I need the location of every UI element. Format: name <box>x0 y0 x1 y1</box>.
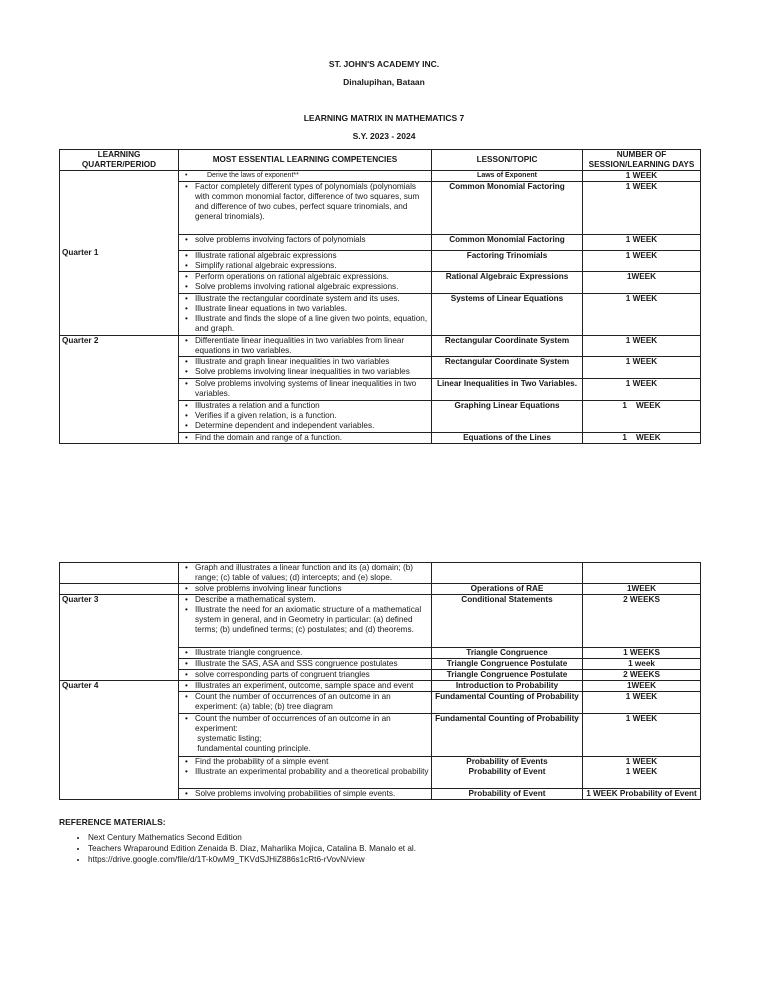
lesson-cell <box>432 563 583 584</box>
competency-item: • Graph and illustrates a linear function and its (a) domain; (b) range; (c) table of values; (d) intercepts; and (e) slope. <box>181 563 429 583</box>
competency-item: • solve problems involving factors of polynomials <box>181 235 429 245</box>
lesson-cell: Triangle Congruence Postulate <box>432 659 583 670</box>
column-header-days: NUMBER OF SESSION/LEARNING DAYS <box>583 150 701 171</box>
competency-item: • Illustrate and graph linear inequalities in two variables <box>181 357 429 367</box>
quarter-label: Quarter 1 <box>60 171 179 336</box>
competency-item: • Illustrates an experiment, outcome, sample space and event <box>181 681 429 691</box>
table-row <box>60 584 701 595</box>
learning-matrix-table-1 <box>59 149 701 444</box>
quarter-label: Quarter 2 <box>60 336 179 444</box>
days-cell: 1 week <box>583 659 701 670</box>
school-name: ST. JOHN'S ACADEMY INC. <box>328 59 440 69</box>
column-header-lesson: LESSON/TOPIC <box>432 150 583 171</box>
lesson-cell: Operations of RAE <box>432 584 583 595</box>
lesson-cell: Common Monomial Factoring <box>432 182 583 235</box>
days-cell: 1WEEK <box>583 681 701 692</box>
days-cell: 2 WEEKS <box>583 595 701 648</box>
lesson-cell: Rational Algebraic Expressions <box>432 272 583 294</box>
quarter-label: Quarter 3 <box>60 595 179 681</box>
lesson-cell: Probability of Event <box>432 789 583 800</box>
days-cell: 1 WEEK <box>583 433 701 444</box>
days-cell: 1 WEEK <box>583 251 701 272</box>
table-row <box>60 171 701 182</box>
competency-item: • Solve problems involving systems of linear inequalities in two variables. <box>181 379 429 399</box>
competency-item: • Determine dependent and independent variables. <box>181 421 429 431</box>
days-cell: 1 WEEK <box>583 357 701 379</box>
competency-item: • Illustrate the rectangular coordinate system and its uses. <box>181 294 429 304</box>
days-cell: 1WEEK <box>583 272 701 294</box>
lesson-cell: Introduction to Probability <box>432 681 583 692</box>
competency-item: • Verifies if a given relation, is a function. <box>181 411 429 421</box>
competency-item: • Illustrate and finds the slope of a line given two points, equation, and graph. <box>181 314 429 334</box>
lesson-cell: Rectangular Coordinate System <box>432 336 583 357</box>
competency-item: • Derive the laws of exponent** <box>181 171 429 181</box>
days-cell: 1 WEEK <box>583 336 701 357</box>
competency-item: • solve corresponding parts of congruent triangles <box>181 670 429 680</box>
reference-link[interactable]: • https://drive.google.com/file/d/1T-k0wM9_TKVdSJHiZ886s1cRt6-rVovN/view <box>88 854 416 865</box>
days-cell: 1 WEEK <box>583 379 701 401</box>
references-heading: REFERENCE MATERIALS: <box>59 817 166 827</box>
lesson-cell: Probability of Event <box>468 767 546 776</box>
competency-item: • Solve problems involving probabilities of simple events. <box>181 789 429 799</box>
lesson-cell: Graphing Linear Equations <box>432 401 583 433</box>
competency-item: • Illustrate the SAS, ASA and SSS congruence postulates <box>181 659 429 669</box>
lesson-cell: Fundamental Counting of Probability <box>432 714 583 757</box>
reference-item: • Next Century Mathematics Second Edition <box>88 832 416 843</box>
lesson-cell: Linear Inequalities in Two Variables. <box>432 379 583 401</box>
competency-item: • Differentiate linear inequalities in two variables from linear equations in two variables. <box>181 336 429 356</box>
competency-item: • Illustrate triangle congruence. <box>181 648 429 658</box>
school-location: Dinalupihan, Bataan <box>343 77 425 87</box>
days-cell: 1 WEEK <box>583 294 701 336</box>
days-cell: 1 WEEK <box>625 767 658 776</box>
learning-matrix-table-2 <box>59 562 701 800</box>
table-row <box>60 595 701 648</box>
table-row <box>60 563 701 584</box>
table-row <box>60 681 701 692</box>
competency-item: • Count the number of occurrences of an outcome in an experiment: <box>181 714 429 734</box>
table-header-row <box>60 150 701 171</box>
days-cell: 1 WEEK <box>625 757 658 766</box>
column-header-competencies: MOST ESSENTIAL LEARNING COMPETENCIES <box>179 150 432 171</box>
document-title: LEARNING MATRIX IN MATHEMATICS 7 <box>303 113 465 123</box>
lesson-cell: Triangle Congruence Postulate <box>432 670 583 681</box>
days-cell: 1 WEEK <box>583 692 701 714</box>
lesson-cell: Probability of Events <box>466 757 548 766</box>
lesson-cell: Factoring Trinomials <box>432 251 583 272</box>
competency-item: • Illustrate the need for an axiomatic structure of a mathematical system in general, and in Geometry in particular: (a) defined terms; (b) undefined terms; (c) postulates; and (d) theorems. <box>181 605 429 635</box>
competency-item: • Illustrates a relation and a function <box>181 401 429 411</box>
days-cell <box>583 563 701 584</box>
days-cell: 1 WEEKS <box>583 648 701 659</box>
competency-item: • Illustrate linear equations in two variables. <box>181 304 429 314</box>
days-cell: 1 WEEK <box>583 235 701 251</box>
competency-item: • Illustrate an experimental probability and a theoretical probability <box>181 767 429 777</box>
lesson-cell: Systems of Linear Equations <box>432 294 583 336</box>
competency-subitem: fundamental counting principle. <box>195 744 311 753</box>
references-list <box>72 832 416 865</box>
lesson-cell: Conditional Statements <box>432 595 583 648</box>
days-cell: 1 WEEK <box>583 714 701 757</box>
competency-item: • Simplify rational algebraic expressions. <box>181 261 429 271</box>
competency-item: • Find the probability of a simple event <box>181 757 429 767</box>
column-header-period: LEARNING QUARTER/PERIOD <box>60 150 179 171</box>
competency-item: • Solve problems involving linear inequalities in two variables <box>181 367 429 377</box>
quarter-label: Quarter 4 <box>60 681 179 800</box>
reference-item: • Teachers Wraparound Edition Zenaida B. Diaz, Maharlika Mojica, Catalina B. Manalo et al. <box>88 843 416 854</box>
days-cell: 1 WEEK <box>583 182 701 235</box>
lesson-cell: Laws of Exponent <box>432 171 583 182</box>
days-cell: 1 WEEK Probability of Event <box>583 789 701 800</box>
competency-item: • Illustrate rational algebraic expressions <box>181 251 429 261</box>
days-cell: 1 WEEK <box>583 171 701 182</box>
competency-item: • Describe a mathematical system. <box>181 595 429 605</box>
lesson-cell: Common Monomial Factoring <box>432 235 583 251</box>
table-row <box>60 336 701 357</box>
days-cell: 1WEEK <box>583 584 701 595</box>
lesson-cell: Equations of the Lines <box>432 433 583 444</box>
competency-item: • Solve problems involving rational algebraic expressions. <box>181 282 429 292</box>
competency-item: • Perform operations on rational algebraic expressions. <box>181 272 429 282</box>
lesson-cell: Triangle Congruence <box>432 648 583 659</box>
school-year: S.Y. 2023 - 2024 <box>352 131 416 141</box>
competency-item: • Count the number of occurrences of an outcome in an experiment: (a) table; (b) tree diagram <box>181 692 429 712</box>
lesson-cell: Fundamental Counting of Probability <box>432 692 583 714</box>
competency-item: • Factor completely different types of polynomials (polynomials with common monomial factor, difference of two squares, sum and difference of two cubes, perfect square trinomials, and general trinomials). <box>181 182 429 222</box>
competency-subitem: systematic listing; <box>195 734 262 743</box>
days-cell: 2 WEEKS <box>583 670 701 681</box>
competency-item: • solve problems involving linear functions <box>181 584 429 594</box>
lesson-cell: Rectangular Coordinate System <box>432 357 583 379</box>
days-cell: 1 WEEK <box>583 401 701 433</box>
competency-item: • Find the domain and range of a function. <box>181 433 429 443</box>
